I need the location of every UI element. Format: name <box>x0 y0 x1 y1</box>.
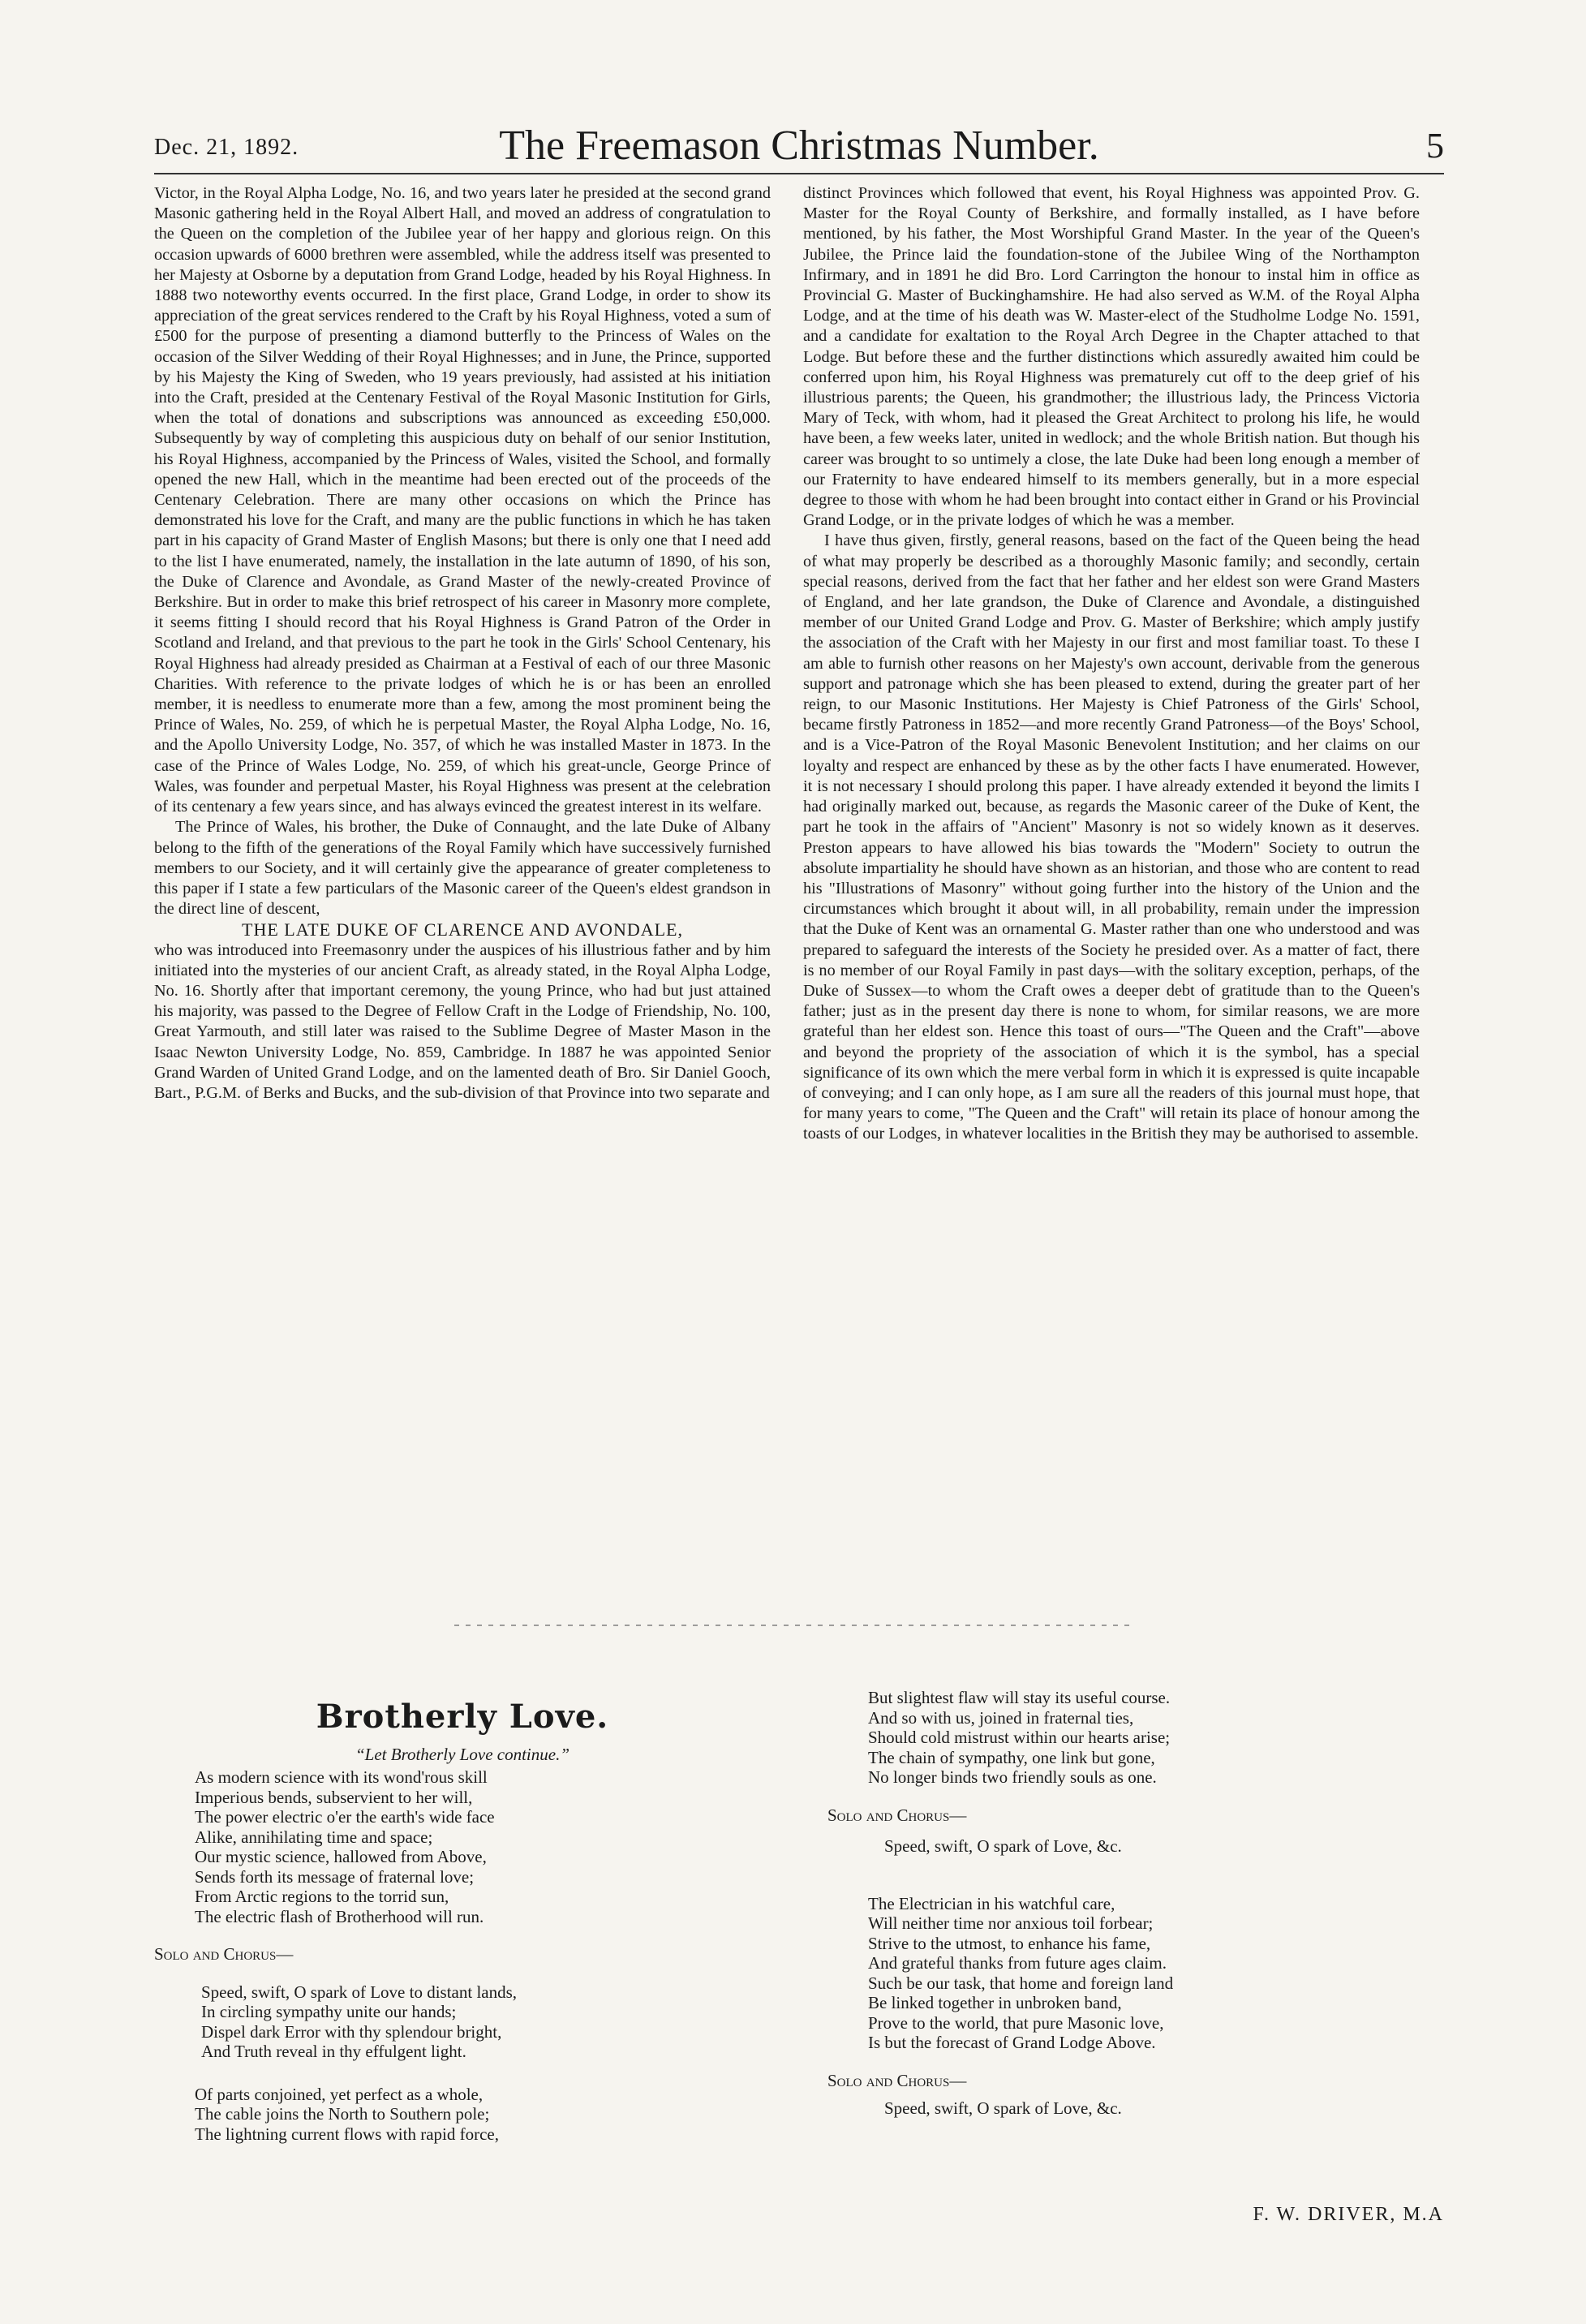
poem-line: Be linked together in unbroken band, <box>868 1993 1122 2012</box>
poem-line: And so with us, joined in fraternal ties, <box>868 1707 1134 1728</box>
poem-stanza <box>195 1767 779 1926</box>
poem-line: Will neither time nor anxious toil forbear; <box>868 1913 1154 1933</box>
poem-line: The Electrician in his watchful care, <box>868 1893 1115 1913</box>
page-number: 5 <box>1426 126 1444 166</box>
poem-line: The chain of sympathy, one link but gone, <box>868 1747 1155 1767</box>
poem-author: F. W. DRIVER, M.A <box>1253 2204 1444 2225</box>
chorus-stanza <box>860 2098 1444 2119</box>
poem-stanza <box>860 1894 1444 2053</box>
poem-line: Dispel dark Error with thy splendour bright, <box>201 2021 502 2042</box>
poem-line: As modern science with its wond'rous skill <box>195 1767 488 1787</box>
article-paragraph: who was introduced into Freemasonry under the auspices of his illustrious father and by him initiated into the mysteries of our ancient Craft, as already stated, in the Royal Alpha Lodge, No. 16. Shortly after that important ceremony, the young Prince, who had but just attained his majority, was passed to the Degree of Fellow Craft in the Lodge of Friendship, No. 100, Great Yarmouth, and still later was raised to the Sublime Degree of Master Mason in the Isaac Newton University Lodge, No. 859, Cambridge. In 1887 he was appointed Senior Grand Warden of United Grand Lodge, and on the lamented death of Bro. Sir Daniel Gooch, Bart., P.G.M. of Berks and Bucks, and the sub-division of that Province into two separate and <box>154 940 771 1102</box>
poem-title: Brotherly Love. <box>316 1698 609 1736</box>
chorus-stanza <box>860 1836 1444 1857</box>
poem-line: The lightning current flows with rapid force, <box>195 2124 499 2144</box>
ornamental-divider <box>454 1625 1136 1626</box>
poem-line: The power electric o'er the earth's wide face <box>195 1807 495 1827</box>
chorus-label: Solo and Chorus— <box>154 1944 294 1964</box>
chorus-label: Solo and Chorus— <box>827 2070 967 2090</box>
poem-line: Such be our task, that home and foreign land <box>868 1973 1174 1993</box>
poem-line: But slightest flaw will stay its useful course. <box>868 1688 1171 1707</box>
poem-line: And grateful thanks from future ages claim. <box>868 1953 1167 1973</box>
poem-line: Should cold mistrust within our hearts arise; <box>868 1728 1171 1747</box>
article-paragraph: Victor, in the Royal Alpha Lodge, No. 16, and two years later he presided at the second grand Masonic gathering held in the Royal Albert Hall, and moved an address of congratulation to the Queen on the completion of the Jubilee year of her happy and glorious reign. On this occasion upwards of 6000 brethren were assembled, while the address itself was presented to her Majesty at Osborne by a deputation from Grand Lodge, headed by his Royal Highness. In 1888 two noteworthy events occurred. In the first place, Grand Lodge, in order to show its appreciation of the great services rendered to the Craft by his Royal Highness, voted a sum of £500 for the purpose of presenting a diamond butterfly to the Princess of Wales on the occasion of the Silver Wedding of their Royal Highnesses; and in June, the Prince, supported by his Majesty the King of Sweden, who 19 years previously, had assisted at his initiation into the Craft, presided at the Centenary Festival of the Royal Masonic Institution for Girls, when the total of donations and subscriptions was announced as exceeding £50,000. Subsequently by way of completing this auspicious duty on behalf of our senior Institution, his Royal Highness, accompanied by the Princess of Wales, visited the School, and formally opened the new Hall, which in the meantime had been erected out of the proceeds of the Centenary Celebration. There are many other occasions on which the Prince has demonstrated his love for the Craft, and many are the public functions in which he has taken part in his capacity of Grand Master of English Masons; but there is only one that I need add to the list I have enumerated, namely, the installation in the late autumn of 1890, of his son, the Duke of Clarence and Avondale, as Grand Master of the newly-created Province of Berkshire. But in order to make this brief retrospect of his career in Masonry more complete, it seems fitting I should record that his Royal Highness is Grand Patron of the Order in Scotland and Ireland, and that previous to the part he took in the Girls' School Centenary, his Royal Highness had already presided as Chairman at a Festival of each of our three Masonic Charities. With reference to the private lodges of which he is or has been an enrolled member, it is needless to enumerate more than a few, among the most prominent being the Prince of Wales, No. 259, of which he is perpetual Master, the Royal Alpha Lodge, No. 16, and the Apollo University Lodge, No. 357, of which he was installed Master in 1873. In the case of the Prince of Wales Lodge, No. 259, of which his great-uncle, George Prince of Wales, was founder and perpetual Master, his Royal Highness was present at the celebration of its centenary a few years since, and has always evinced the greatest interest in its welfare. <box>154 184 771 816</box>
poem-line: No longer binds two friendly souls as one. <box>868 1767 1157 1787</box>
article-paragraph: I have thus given, firstly, general reasons, based on the fact of the Queen being the head of what may properly be described as a thoroughly Masonic family; and secondly, certain special reasons, derived from the fact that her father and her eldest son were Grand Masters of England, and her late grandson, the Duke of Clarence and Avondale, a distinguished member of our United Grand Lodge and Prov. G. Master of Berkshire; which amply justify the association of the Craft with her Majesty in our first and most familiar toast. To these I am able to furnish other reasons on her Majesty's own account, derivable from the generous support and patronage which she has been pleased to extend, during the greater part of her reign, to our Masonic Institutions. Her Majesty is Chief Patroness of the Girls' School, became firstly Patroness in 1852—and more recently Grand Patroness—of the Boys' School, and is a Vice-Patron of the Royal Masonic Benevolent Institution; and her claims on our loyalty and respect are enhanced by these as by the other facts I have enumerated. However, it is not necessary I should prolong this paper. I have already extended it beyond the limits I had originally marked out, because, as regards the Masonic career of the Duke of Kent, the part he took in the affairs of "Ancient" Masonry is not so widely known as it deserves. Preston appears to have allowed his bias towards the "Modern" Society to outrun the absolute impartiality he should have shown as an historian, and those who are content to read his "Illustrations of Masonry" without going further into the history of the Union and the circumstances which brought it about will, in all probability, remain under the impression that the Duke of Kent was an ornamental G. Master rather than one who understood and was prepared to safeguard the interests of the Society he presided over. As a matter of fact, there is no member of our Royal Family in past days—with the solitary exception, perhaps, of the Duke of Sussex—to whom the Craft owes a deeper debt of gratitude than to the Queen's father; just as in the present day there is none to whom, for similar reasons, we are more grateful than her eldest son. Hence this toast of ours—"The Queen and the Craft"—above and beyond the propriety of the association of which it is the symbol, has a special significance of its own which the mere verbal form in which it is expressed is quite incapable of conveying; and I can only hope, as I am sure all the readers of this journal must hope, that for many years to come, "The Queen and the Craft" will retain its place of honour among the toasts of our Lodges, in whatever localities in the British they may be authorised to assemble. <box>803 532 1420 1143</box>
article-column-left <box>154 183 771 1104</box>
poem-line: From Arctic regions to the torrid sun, <box>195 1887 449 1906</box>
article-column-right <box>803 183 1420 1145</box>
poem-motto: “Let Brotherly Love continue.” <box>355 1745 570 1764</box>
poem-line: Speed, swift, O spark of Love, &c. <box>884 1836 1122 1856</box>
poem-line: Of parts conjoined, yet perfect as a whole, <box>195 2084 484 2104</box>
poem-line: Our mystic science, hallowed from Above, <box>195 1847 487 1866</box>
poem-stanza <box>860 1688 1444 1788</box>
poem-line: And Truth reveal in thy effulgent light. <box>201 2042 466 2061</box>
page-header <box>154 122 1444 170</box>
poem-line: Prove to the world, that pure Masonic love, <box>868 2012 1164 2033</box>
poem-column-right <box>827 1688 1444 2119</box>
poem-line: The electric flash of Brotherhood will run. <box>195 1906 484 1926</box>
article-paragraph: The Prince of Wales, his brother, the Duke of Connaught, and the late Duke of Albany belong to the fifth of the generations of the Royal Family which have successively furnished members to our Society, and it will certainly give the appearance of greater completeness to this paper if I state a few particulars of the Masonic career of the Queen's eldest grandson in the direct line of descent, <box>154 818 771 919</box>
header-rule <box>154 173 1444 174</box>
chorus-stanza <box>195 1982 779 2062</box>
poem-line: Imperious bends, subservient to her will, <box>195 1787 473 1807</box>
poem-stanza <box>195 2085 779 2145</box>
poem-line: Speed, swift, O spark of Love to distant lands, <box>201 1982 518 2002</box>
poem-column-left <box>154 1767 779 2144</box>
poem-line: Is but the forecast of Grand Lodge Above. <box>868 2033 1156 2052</box>
chorus-label: Solo and Chorus— <box>827 1805 967 1825</box>
poem-line: Sends forth its message of fraternal love; <box>195 1866 475 1887</box>
poem-line: Strive to the utmost, to enhance his fame, <box>868 1933 1151 1953</box>
section-heading: THE LATE DUKE OF CLARENCE AND AVONDALE, <box>242 919 683 940</box>
poem-line: In circling sympathy unite our hands; <box>201 2002 457 2021</box>
issue-date: Dec. 21, 1892. <box>154 135 299 160</box>
poem-line: Alike, annihilating time and space; <box>195 1827 433 1847</box>
article-paragraph: distinct Provinces which followed that event, his Royal Highness was appointed Prov. G. Master for the Royal County of Berkshire, and formally installed, as I have before mentioned, by his father, the Most Worshipful Grand Master. In the year of the Queen's Jubilee, the Prince laid the foundation-stone of the Jubilee Wing of the Northampton Infirmary, and in 1891 he did Bro. Lord Carrington the honour to instal him in office as Provincial G. Master of Buckinghamshire. He had also served as W.M. of the Royal Alpha Lodge, and at the time of his death was W. Master-elect of the Studholme Lodge No. 1591, and a candidate for exaltation to the Royal Arch Degree in the Chapter attached to that Lodge. But before these and the further distinctions which assuredly awaited him could be conferred upon him, his Royal Highness was prematurely cut off to the deep grief of his illustrious parents; the Queen, his grandmother; the illustrious lady, the Princess Victoria Mary of Teck, with whom, had it pleased the Great Architect to prolong his life, he would have been, a few weeks later, united in wedlock; and the whole British nation. But though his career was brought to so untimely a close, the late Duke had been long enough a member of our Fraternity to have endeared himself to its members generally, but in a more especial degree to those with whom he had been brought into contact either in Grand or his Provincial Grand Lodge, or in the private lodges of which he was a member. <box>803 184 1420 530</box>
publication-title: The Freemason Christmas Number. <box>499 123 1099 169</box>
poem-line: Speed, swift, O spark of Love, &c. <box>884 2098 1122 2118</box>
poem-line: The cable joins the North to Southern pole; <box>195 2104 490 2124</box>
